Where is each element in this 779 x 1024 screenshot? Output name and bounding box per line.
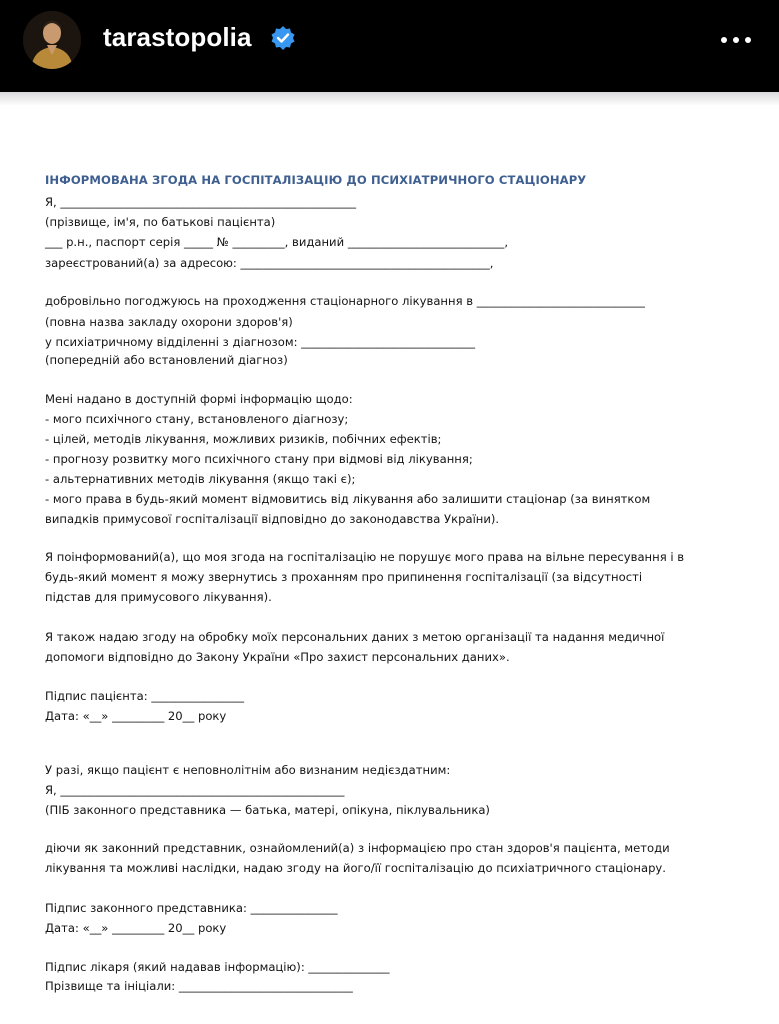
form-line: підстав для примусового лікування). bbox=[45, 590, 272, 604]
form-line: Прізвище та ініціали: ______________________________ bbox=[45, 979, 353, 993]
form-line: (ПІБ законного представника — батька, матері, опікуна, піклувальника) bbox=[45, 803, 490, 817]
form-line: (прізвище, ім'я, по батькові пацієнта) bbox=[45, 215, 276, 229]
form-line: Підпис законного представника: _______________ bbox=[45, 901, 338, 915]
form-line: зареєстрований(а) за адресою: ___________________________________________, bbox=[45, 256, 494, 270]
form-line: - цілей, методів лікування, можливих ризиків, побічних ефектів; bbox=[45, 432, 442, 446]
form-line: Мені надано в доступній формі інформацію щодо: bbox=[45, 392, 353, 406]
form-line: (попередній або встановлений діагноз) bbox=[45, 353, 288, 367]
form-line: добровільно погоджуюсь на проходження стаціонарного лікування в _____________________________ bbox=[45, 294, 645, 308]
form-line: допомоги відповідно до Закону України «Про захист персональних даних». bbox=[45, 650, 510, 664]
form-line: Я, _________________________________________________ bbox=[45, 783, 345, 797]
profile-avatar[interactable] bbox=[23, 11, 81, 69]
form-line: випадків примусової госпіталізації відповідно до законодавства України). bbox=[45, 512, 500, 526]
form-line: діючи як законний представник, ознайомлений(а) з інформацією про стан здоров'я пацієнта, методи bbox=[45, 841, 670, 855]
form-line: ___ р.н., паспорт серія _____ № _________, виданий ___________________________, bbox=[45, 235, 509, 249]
form-line: лікування та можливі наслідки, надаю згоду на його/її госпіталізацію до психіатричного стаціонару. bbox=[45, 861, 666, 875]
form-line: - прогнозу розвитку мого психічного стану при відмові від лікування; bbox=[45, 452, 473, 466]
form-line: - мого права в будь-який момент відмовитись від лікування або залишити стаціонар (за винятком bbox=[45, 492, 651, 506]
form-line: У разі, якщо пацієнт є неповнолітнім або визнаним недієздатним: bbox=[45, 763, 451, 777]
form-line: (повна назва закладу охорони здоров'я) bbox=[45, 315, 293, 329]
form-line: Підпис лікаря (який надавав інформацію): ______________ bbox=[45, 960, 390, 974]
more-options-icon[interactable] bbox=[718, 29, 754, 51]
username[interactable]: tarastopolia bbox=[103, 22, 252, 52]
form-line: Підпис пацієнта: ________________ bbox=[45, 689, 245, 703]
form-line: Я поінформований(а), що моя згода на госпіталізацію не порушує мого права на вільне пересування і в bbox=[45, 550, 685, 564]
form-line: Дата: «__» _________ 20__ року bbox=[45, 921, 227, 935]
form-line: - мого психічного стану, встановленого діагнозу; bbox=[45, 412, 349, 426]
form-line: Дата: «__» _________ 20__ року bbox=[45, 709, 227, 723]
form-line: у психіатричному відділенні з діагнозом: ______________________________ bbox=[45, 335, 476, 349]
verified-badge-icon bbox=[270, 25, 296, 51]
form-line: Я, ___________________________________________________ bbox=[45, 195, 357, 209]
form-line: Я також надаю згоду на обробку моїх персональних даних з метою організації та надання медичної bbox=[45, 630, 665, 644]
post-header bbox=[0, 0, 779, 92]
form-line: будь-який момент я можу звернутись з проханням про припинення госпіталізації (за відсутності bbox=[45, 570, 643, 584]
avatar-image bbox=[23, 11, 81, 69]
form-title: ІНФОРМОВАНА ЗГОДА НА ГОСПІТАЛІЗАЦІЮ ДО ПСИХІАТРИЧНОГО СТАЦІОНАРУ bbox=[45, 173, 587, 187]
form-line: - альтернативних методів лікування (якщо такі є); bbox=[45, 472, 356, 486]
